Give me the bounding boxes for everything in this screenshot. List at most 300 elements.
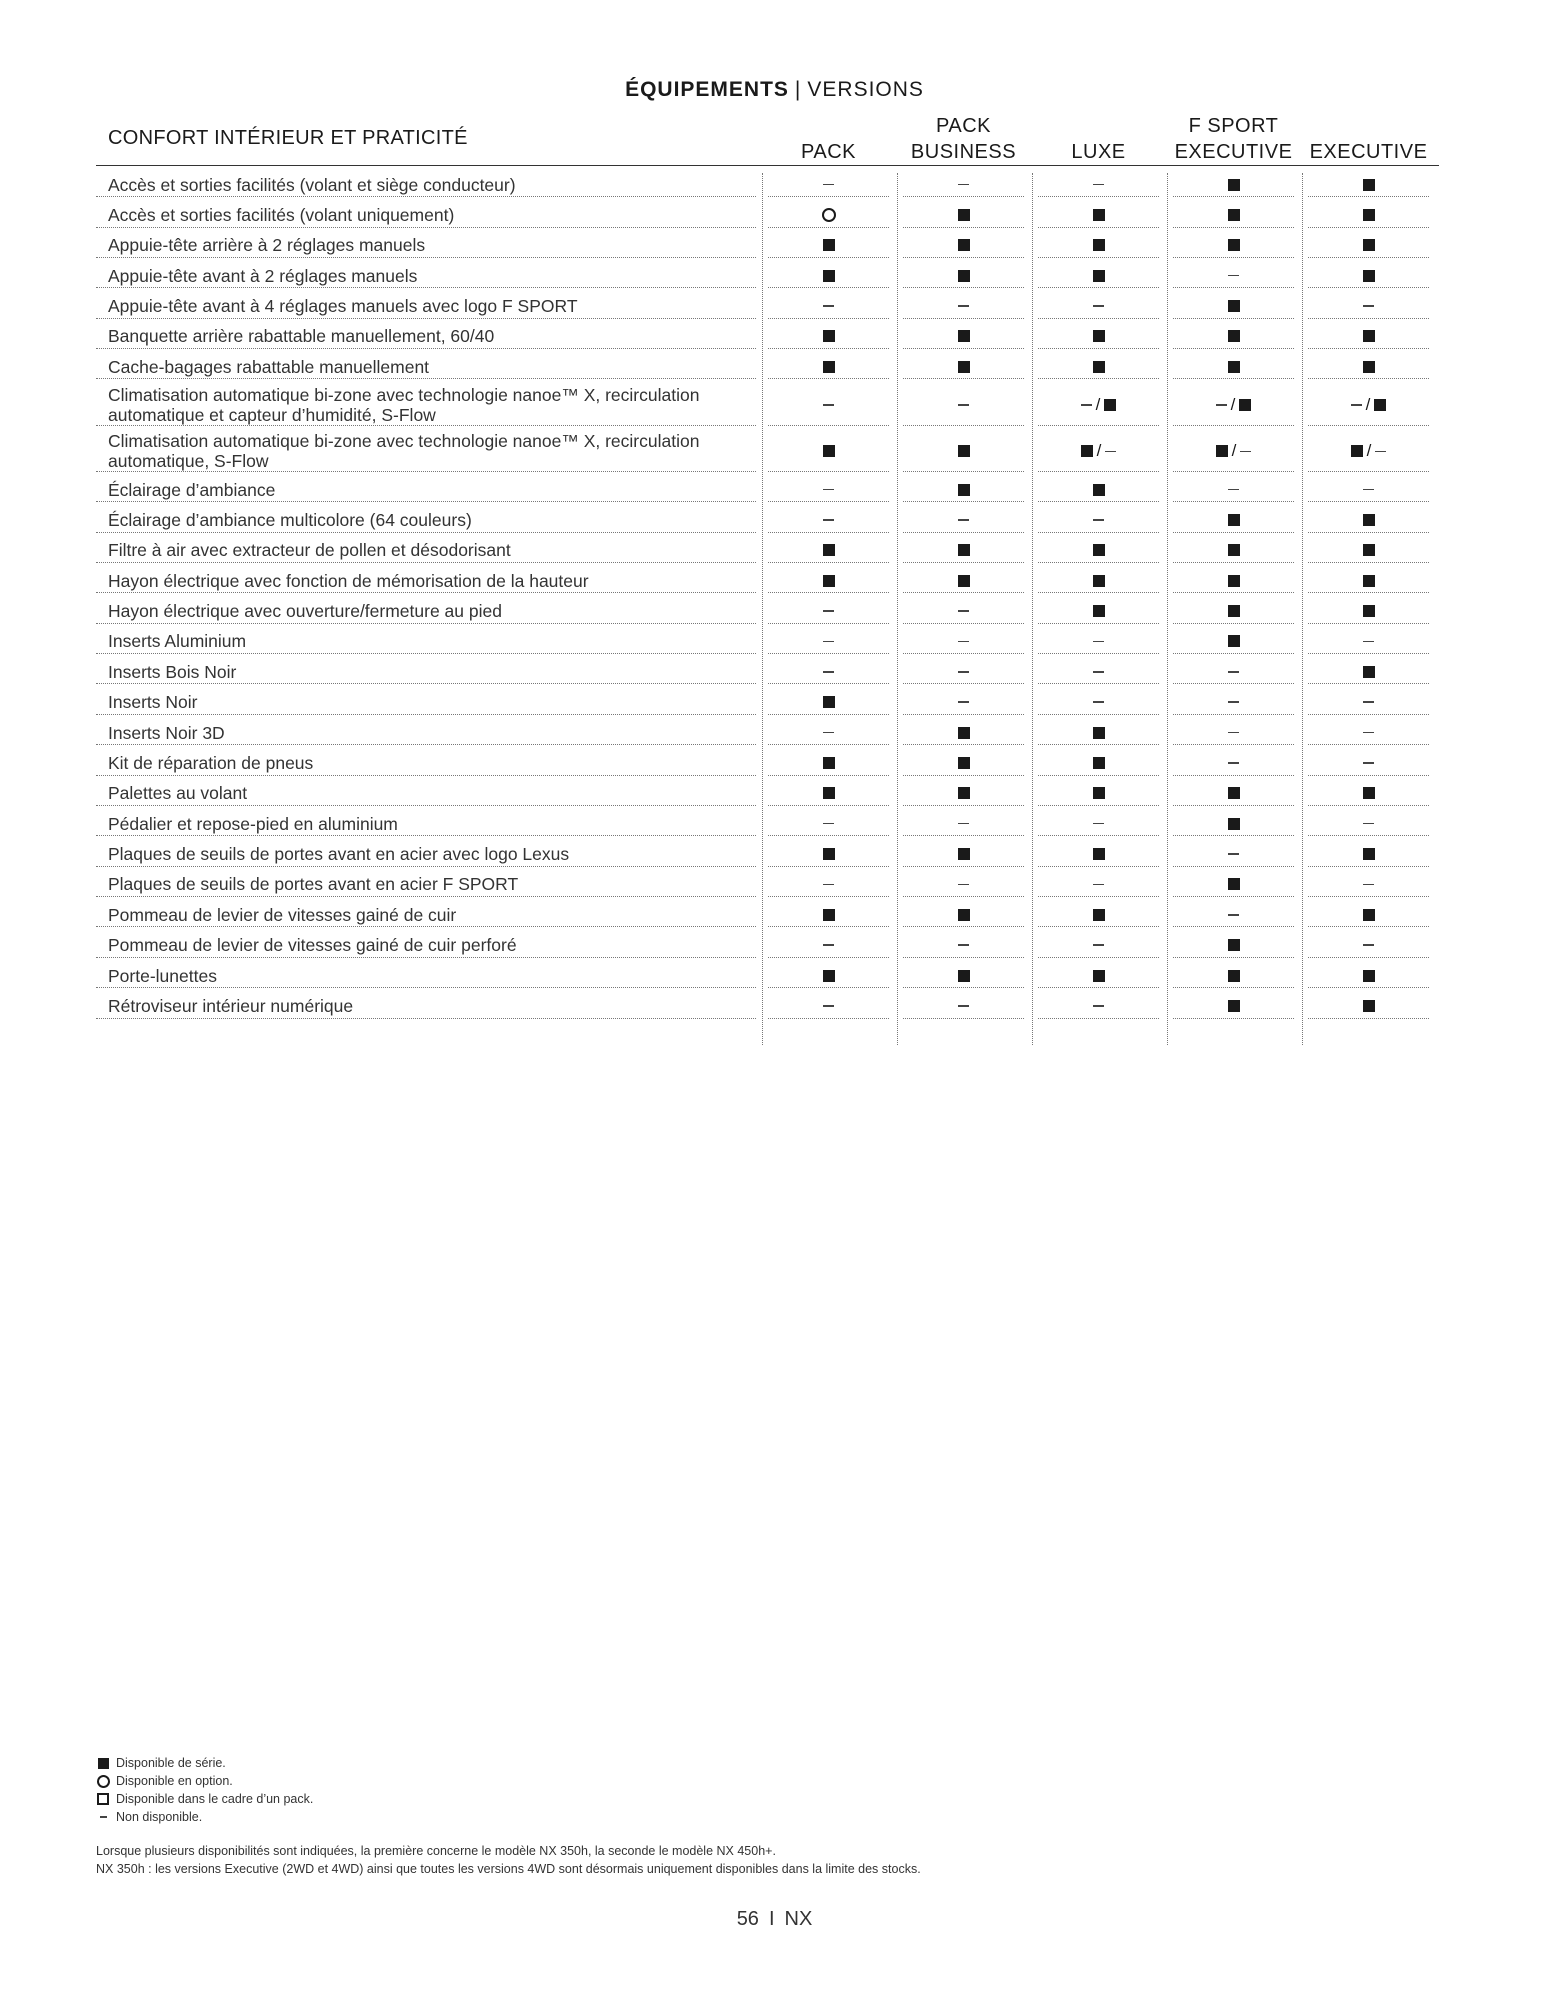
row-label: Banquette arrière rabattable manuellement, 60/40: [96, 325, 756, 349]
table-row: [96, 355, 1439, 379]
table-row: [96, 660, 1439, 684]
standard-square-icon: [958, 727, 970, 739]
legend: [96, 1754, 313, 1826]
table-row: [96, 386, 1439, 426]
not-available-dash-icon: [823, 404, 834, 406]
value-cell: [903, 691, 1024, 715]
value-cell: [1038, 782, 1159, 806]
not-available-dash-icon: [1093, 519, 1104, 521]
standard-square-icon: [1363, 179, 1375, 191]
option-circle-icon: [822, 208, 836, 222]
row-label: Appuie-tête arrière à 2 réglages manuels: [96, 234, 756, 258]
column-header: [762, 113, 895, 165]
value-cell: [768, 903, 889, 927]
column-divider: [762, 173, 763, 1045]
footer-separator: I: [768, 1908, 775, 1930]
table-row: [96, 873, 1439, 897]
not-available-dash-icon: [958, 944, 969, 946]
value-cell: [1038, 843, 1159, 867]
value-cell: [1038, 508, 1159, 532]
table-row: [96, 751, 1439, 775]
title-separator: |: [794, 78, 802, 101]
note-line: Lorsque plusieurs disponibilités sont indiquées, la première concerne le modèle NX 350h, la seconde le modèle NX 450h+.: [96, 1844, 776, 1858]
value-cell: [903, 873, 1024, 897]
not-available-dash-icon: [1228, 762, 1239, 764]
title-main: ÉQUIPEMENTS: [625, 78, 789, 101]
value-cell: [1308, 355, 1429, 379]
value-cell: [1173, 432, 1294, 472]
standard-square-icon: [958, 209, 970, 221]
legend-text: Disponible de série.: [116, 1756, 226, 1770]
standard-square-icon: [1093, 239, 1105, 251]
value-cell: [1038, 325, 1159, 349]
value-cell: [1173, 934, 1294, 958]
value-cell: [1173, 508, 1294, 532]
standard-square-icon: [98, 1758, 109, 1769]
standard-square-icon: [1363, 330, 1375, 342]
value-cell: [1038, 600, 1159, 624]
table-row: [96, 203, 1439, 227]
table-row: [96, 903, 1439, 927]
standard-square-icon: [1228, 179, 1240, 191]
column-header-line2: EXECUTIVE: [1174, 141, 1293, 163]
standard-square-icon: [1093, 605, 1105, 617]
value-cell: [903, 964, 1024, 988]
row-label: Accès et sorties facilités (volant et siège conducteur): [96, 173, 756, 197]
not-available-dash-icon: [958, 641, 969, 643]
value-cell: [903, 994, 1024, 1018]
value-cell: [1308, 234, 1429, 258]
value-cell: [1308, 691, 1429, 715]
standard-square-icon: [958, 361, 970, 373]
not-available-dash-icon: [1093, 884, 1104, 886]
value-cell: [1173, 569, 1294, 593]
value-cell: [903, 903, 1024, 927]
table-row: [96, 994, 1439, 1018]
value-cell: [1173, 539, 1294, 563]
standard-square-icon: [823, 445, 835, 457]
not-available-dash-icon: [958, 305, 969, 307]
not-available-dash-icon: [1093, 1005, 1104, 1007]
value-cell: [1038, 812, 1159, 836]
value-cell: [768, 386, 889, 426]
not-available-dash-icon: [958, 519, 969, 521]
not-available-dash-icon: [1363, 641, 1374, 643]
standard-square-icon: [823, 575, 835, 587]
value-cell: [1038, 355, 1159, 379]
value-cell: [1038, 264, 1159, 288]
value-cell: [768, 539, 889, 563]
legend-text: Non disponible.: [116, 1810, 203, 1824]
value-cell: [768, 295, 889, 319]
table-row: [96, 478, 1439, 502]
column-header: [897, 113, 1030, 165]
not-available-dash-icon: [1093, 944, 1104, 946]
standard-square-icon: [958, 544, 970, 556]
value-cell: [768, 630, 889, 654]
table-row: [96, 812, 1439, 836]
value-cell: [903, 934, 1024, 958]
not-available-dash-icon: [1228, 701, 1239, 703]
standard-square-icon: [823, 787, 835, 799]
row-label: Pommeau de levier de vitesses gainé de cuir: [96, 903, 756, 927]
value-cell: [903, 264, 1024, 288]
value-cell: [1038, 903, 1159, 927]
row-label: Climatisation automatique bi-zone avec technologie nanoe™ X, recirculation automatique et capteur d’humidité, S-Flow: [96, 386, 756, 426]
not-available-dash-icon: [1216, 404, 1227, 406]
legend-symbol: [96, 1793, 110, 1805]
table-row: [96, 630, 1439, 654]
standard-square-icon: [823, 239, 835, 251]
pack-square-icon: [97, 1793, 109, 1805]
value-cell: [1308, 508, 1429, 532]
value-cell: [903, 432, 1024, 472]
not-available-dash-icon: [823, 884, 834, 886]
column-header-line1: [1302, 113, 1435, 139]
not-available-dash-icon: [823, 1005, 834, 1007]
standard-square-icon: [1363, 239, 1375, 251]
value-cell: [1038, 173, 1159, 197]
value-cell: [1038, 934, 1159, 958]
column-header: [1032, 113, 1165, 165]
standard-square-icon: [1093, 787, 1105, 799]
value-cell: [768, 994, 889, 1018]
legend-item: [96, 1808, 313, 1826]
value-cell: [1173, 660, 1294, 684]
standard-square-icon: [1363, 909, 1375, 921]
column-divider: [1167, 173, 1168, 1045]
note-line: NX 350h : les versions Executive (2WD et 4WD) ainsi que toutes les versions 4WD sont désormais uniquement disponibles dans la limite des stocks.: [96, 1862, 921, 1876]
value-cell: [768, 812, 889, 836]
standard-square-icon: [1104, 399, 1116, 411]
page-footer: [0, 1908, 1549, 1931]
not-available-dash-icon: [1363, 305, 1374, 307]
value-cell: [903, 173, 1024, 197]
standard-square-icon: [958, 787, 970, 799]
value-cell: [1308, 903, 1429, 927]
value-cell: [903, 782, 1024, 806]
value-cell: [1308, 325, 1429, 349]
standard-square-icon: [823, 330, 835, 342]
standard-square-icon: [823, 270, 835, 282]
row-label: Filtre à air avec extracteur de pollen et désodorisant: [96, 539, 756, 563]
not-available-dash-icon: [1363, 701, 1374, 703]
standard-square-icon: [1093, 575, 1105, 587]
row-label: Accès et sorties facilités (volant uniquement): [96, 203, 756, 227]
section-title: CONFORT INTÉRIEUR ET PRATICITÉ: [108, 127, 468, 149]
value-cell: [903, 203, 1024, 227]
table-row: [96, 173, 1439, 197]
value-cell: [1038, 630, 1159, 654]
column-divider: [897, 173, 898, 1045]
standard-square-icon: [958, 445, 970, 457]
standard-square-icon: [1093, 361, 1105, 373]
value-cell: [1173, 691, 1294, 715]
table-row: [96, 508, 1439, 532]
not-available-dash-icon: [1081, 404, 1092, 406]
standard-square-icon: [1093, 544, 1105, 556]
table-row: [96, 295, 1439, 319]
row-label: Plaques de seuils de portes avant en acier F SPORT: [96, 873, 756, 897]
row-label: Cache-bagages rabattable manuellement: [96, 355, 756, 379]
table-row: [96, 691, 1439, 715]
legend-text: Disponible en option.: [116, 1774, 233, 1788]
column-header-line1: [1032, 113, 1165, 139]
column-header: [1167, 113, 1300, 165]
value-cell: [1173, 721, 1294, 745]
page-title: [0, 78, 1549, 102]
value-cell: [768, 964, 889, 988]
value-cell: [1038, 994, 1159, 1018]
not-available-dash-icon: [823, 823, 834, 825]
standard-square-icon: [1363, 270, 1375, 282]
not-available-dash-icon: [1363, 823, 1374, 825]
standard-square-icon: [1228, 878, 1240, 890]
not-available-dash-icon: [823, 732, 834, 734]
value-cell: [768, 355, 889, 379]
standard-square-icon: [1363, 666, 1375, 678]
value-cell: [1308, 539, 1429, 563]
standard-square-icon: [1093, 484, 1105, 496]
value-cell: [1173, 873, 1294, 897]
standard-square-icon: [1093, 970, 1105, 982]
value-cell: [903, 325, 1024, 349]
column-header-line1: [762, 113, 895, 139]
not-available-dash-icon: [958, 884, 969, 886]
value-cell: [1308, 264, 1429, 288]
not-available-dash-icon: [1093, 305, 1104, 307]
value-cell: [1173, 295, 1294, 319]
not-available-dash-icon: [1363, 762, 1374, 764]
table-row: [96, 964, 1439, 988]
not-available-dash-icon: [823, 519, 834, 521]
value-cell: [768, 782, 889, 806]
standard-square-icon: [1228, 818, 1240, 830]
table-row: [96, 721, 1439, 745]
value-cell: [1038, 432, 1159, 472]
value-cell: [1038, 751, 1159, 775]
standard-square-icon: [1093, 757, 1105, 769]
value-cell: [903, 295, 1024, 319]
row-label: Éclairage d’ambiance multicolore (64 couleurs): [96, 508, 756, 532]
table-header: [96, 110, 1439, 166]
value-cell: [903, 355, 1024, 379]
not-available-dash-icon: [1228, 671, 1239, 673]
not-available-dash-icon: [958, 823, 969, 825]
value-cell: [768, 843, 889, 867]
column-header: [1302, 113, 1435, 165]
standard-square-icon: [1093, 727, 1105, 739]
option-circle-icon: [97, 1775, 110, 1788]
standard-square-icon: [1363, 848, 1375, 860]
value-cell: [1308, 843, 1429, 867]
value-cell: [1173, 600, 1294, 624]
value-cell: [1173, 751, 1294, 775]
standard-square-icon: [823, 970, 835, 982]
row-label: Pédalier et repose-pied en aluminium: [96, 812, 756, 836]
standard-square-icon: [958, 848, 970, 860]
table-row: [96, 264, 1439, 288]
slash-separator: /: [1095, 395, 1101, 415]
value-cell: [903, 812, 1024, 836]
footer-model: NX: [784, 1908, 813, 1930]
standard-square-icon: [1363, 514, 1375, 526]
column-header-line2: BUSINESS: [910, 141, 1017, 163]
standard-square-icon: [1093, 848, 1105, 860]
standard-square-icon: [823, 757, 835, 769]
not-available-dash-icon: [1363, 884, 1374, 886]
page-number: 56: [736, 1908, 759, 1930]
value-cell: [768, 691, 889, 715]
value-cell: [1173, 478, 1294, 502]
value-cell: [1308, 569, 1429, 593]
value-cell: [1308, 478, 1429, 502]
value-cell: [1038, 569, 1159, 593]
column-divider: [1302, 173, 1303, 1045]
not-available-dash-icon: [823, 610, 834, 612]
value-cell: [1308, 782, 1429, 806]
value-cell: [1308, 173, 1429, 197]
standard-square-icon: [1351, 445, 1363, 457]
value-cell: [1038, 295, 1159, 319]
value-cell: [768, 478, 889, 502]
not-available-dash-icon: [1228, 914, 1239, 916]
table-row: [96, 325, 1439, 349]
row-label: Plaques de seuils de portes avant en acier avec logo Lexus: [96, 843, 756, 867]
value-cell: [903, 234, 1024, 258]
row-label: Inserts Noir: [96, 691, 756, 715]
value-cell: [1038, 873, 1159, 897]
value-cell: [768, 934, 889, 958]
value-cell: [903, 721, 1024, 745]
value-cell: [903, 751, 1024, 775]
value-cell: [768, 203, 889, 227]
standard-square-icon: [1363, 361, 1375, 373]
not-available-dash-icon: [958, 1005, 969, 1007]
standard-square-icon: [958, 970, 970, 982]
value-cell: [1308, 812, 1429, 836]
value-cell: [768, 173, 889, 197]
table-row: [96, 234, 1439, 258]
standard-square-icon: [823, 696, 835, 708]
notes: [96, 1842, 921, 1878]
standard-square-icon: [1363, 970, 1375, 982]
legend-symbol: [96, 1775, 110, 1788]
slash-separator: /: [1365, 395, 1371, 415]
value-cell: [1308, 660, 1429, 684]
row-label: Appuie-tête avant à 4 réglages manuels avec logo F SPORT: [96, 295, 756, 319]
not-available-dash-icon: [1228, 732, 1239, 734]
standard-square-icon: [958, 575, 970, 587]
not-available-dash-icon: [823, 184, 834, 186]
standard-square-icon: [1363, 1000, 1375, 1012]
standard-square-icon: [1228, 544, 1240, 556]
slash-separator: /: [1231, 441, 1237, 461]
table-row: [96, 843, 1439, 867]
table-row: [96, 539, 1439, 563]
value-cell: [1173, 903, 1294, 927]
standard-square-icon: [1363, 605, 1375, 617]
standard-square-icon: [1228, 300, 1240, 312]
not-available-dash-icon: [823, 489, 834, 491]
value-cell: [903, 386, 1024, 426]
equipment-table: [96, 173, 1439, 1025]
standard-square-icon: [958, 270, 970, 282]
legend-item: [96, 1754, 313, 1772]
value-cell: [1308, 721, 1429, 745]
value-cell: [1308, 873, 1429, 897]
standard-square-icon: [1093, 909, 1105, 921]
legend-symbol: [96, 1758, 110, 1769]
table-row: [96, 934, 1439, 958]
not-available-dash-icon: [1093, 184, 1104, 186]
value-cell: [1173, 782, 1294, 806]
standard-square-icon: [1228, 635, 1240, 647]
standard-square-icon: [1093, 330, 1105, 342]
row-label: Inserts Noir 3D: [96, 721, 756, 745]
value-cell: [768, 234, 889, 258]
value-cell: [903, 660, 1024, 684]
standard-square-icon: [1228, 361, 1240, 373]
not-available-dash-icon: [823, 305, 834, 307]
standard-square-icon: [1228, 939, 1240, 951]
value-cell: [1038, 234, 1159, 258]
legend-item: [96, 1772, 313, 1790]
row-label: Hayon électrique avec ouverture/fermeture au pied: [96, 600, 756, 624]
column-header-line1: F SPORT: [1188, 115, 1279, 137]
standard-square-icon: [1228, 970, 1240, 982]
row-label: Kit de réparation de pneus: [96, 751, 756, 775]
value-cell: [1173, 812, 1294, 836]
standard-square-icon: [958, 757, 970, 769]
value-cell: [1308, 203, 1429, 227]
row-label: Inserts Aluminium: [96, 630, 756, 654]
value-cell: [903, 508, 1024, 532]
value-cell: [768, 660, 889, 684]
title-sub: VERSIONS: [807, 78, 924, 101]
standard-square-icon: [1228, 514, 1240, 526]
not-available-dash-icon: [1093, 671, 1104, 673]
standard-square-icon: [1363, 575, 1375, 587]
value-cell: [903, 600, 1024, 624]
value-cell: [768, 751, 889, 775]
column-header-line2: EXECUTIVE: [1309, 141, 1428, 163]
value-cell: [903, 478, 1024, 502]
column-header-line2: LUXE: [1071, 141, 1126, 163]
value-cell: [768, 721, 889, 745]
not-available-dash-icon: [1105, 451, 1116, 453]
value-cell: [1308, 994, 1429, 1018]
standard-square-icon: [1228, 575, 1240, 587]
not-available-dash-icon: [1093, 823, 1104, 825]
value-cell: [1308, 751, 1429, 775]
not-available-dash-icon: [1093, 641, 1104, 643]
value-cell: [1038, 660, 1159, 684]
not-available-dash-icon: [100, 1816, 107, 1817]
value-cell: [903, 630, 1024, 654]
table-row: [96, 782, 1439, 806]
table-row: [96, 432, 1439, 472]
standard-square-icon: [1228, 239, 1240, 251]
value-cell: [1173, 355, 1294, 379]
not-available-dash-icon: [958, 184, 969, 186]
value-cell: [1308, 934, 1429, 958]
legend-text: Disponible dans le cadre d’un pack.: [116, 1792, 314, 1806]
standard-square-icon: [1363, 544, 1375, 556]
standard-square-icon: [958, 909, 970, 921]
value-cell: [768, 569, 889, 593]
value-cell: [1308, 432, 1429, 472]
